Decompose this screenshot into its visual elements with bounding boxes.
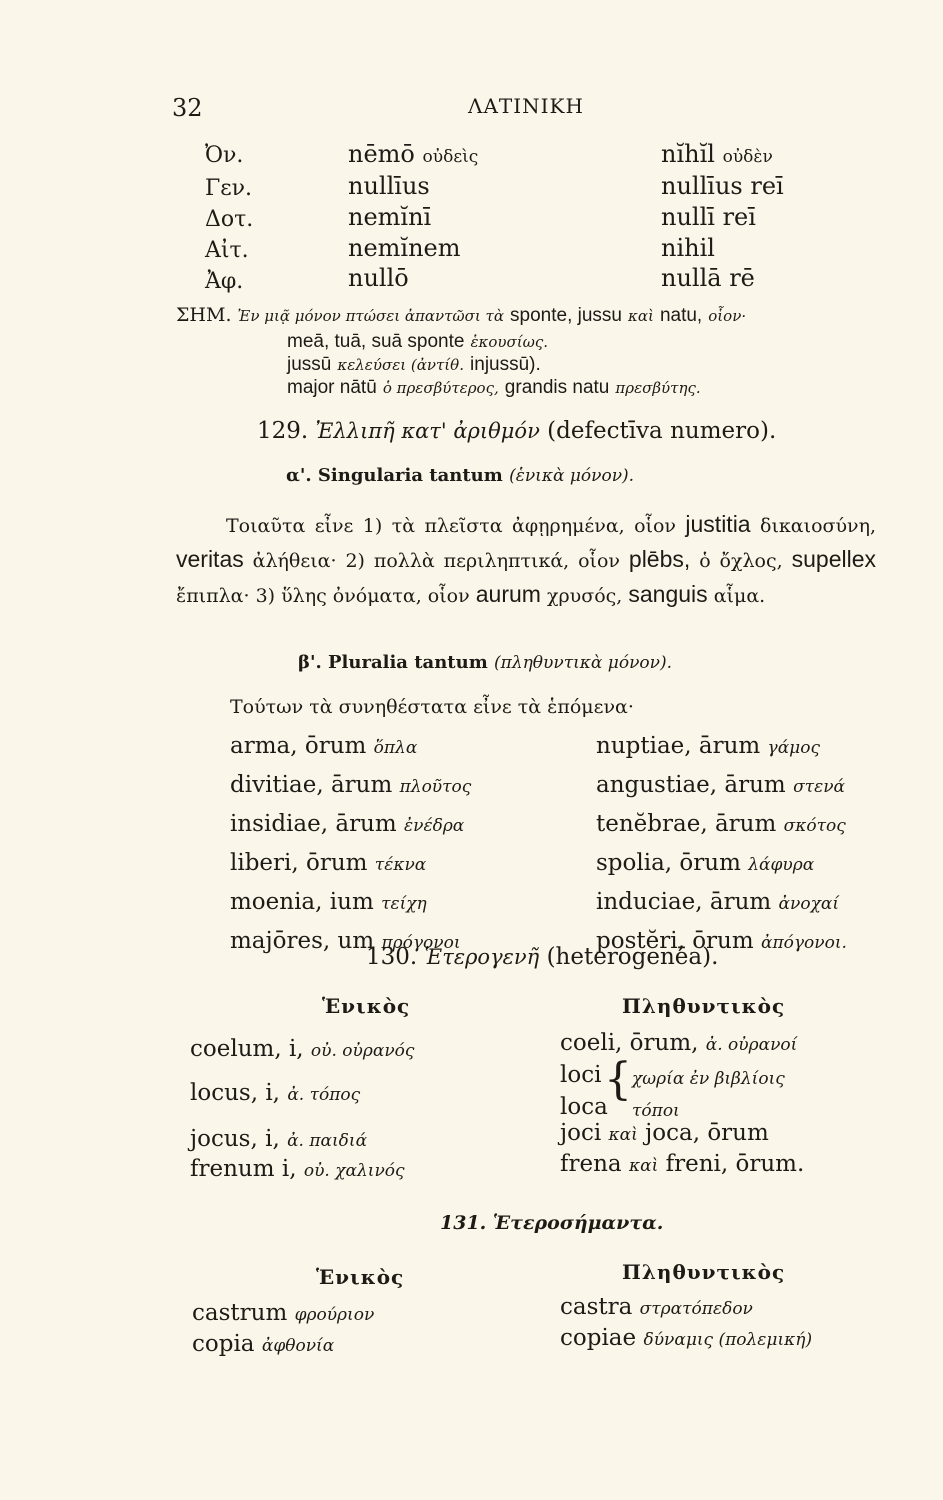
latin-form: nullīus <box>348 172 430 200</box>
note-line: major nātū ὁ πρεσβύτερος, grandis natu πρεσβύτης. <box>287 377 701 398</box>
list-item: induciae, ārum ἀνοχαί <box>596 889 840 915</box>
note-line: ΣΗΜ. Ἐν μιᾷ μόνον πτώσει ἀπαντῶσι τὰ sponte, jussu καὶ natu, οἷον· <box>176 304 747 326</box>
brace-mark: { <box>604 1054 632 1105</box>
latin-form: nemĭnem <box>348 234 461 262</box>
list-item: nuptiae, ārum γάμος <box>596 733 820 759</box>
running-title: ΛΑΤΙΝΙΚΗ <box>468 94 584 118</box>
subsection-heading: β'. Pluralia tantum (πληθυντικὰ μόνον). <box>298 652 673 673</box>
gloss: χωρία ἐν βιβλίοις <box>632 1069 785 1089</box>
word-entry: castra στρατόπεδον <box>560 1294 753 1320</box>
list-item: insidiae, ārum ἐνέδρα <box>230 811 465 837</box>
list-item: postĕri, ōrum ἀπόγονοι. <box>596 928 847 954</box>
list-item: majōres, um πρόγονοι <box>230 928 461 954</box>
word-entry: frenum i, οὐ. χαλινός <box>190 1156 405 1182</box>
list-item: moenia, ium τείχη <box>230 889 427 915</box>
word-entry: loca <box>560 1094 608 1120</box>
subsection-heading: α'. Singularia tantum (ἑνικὰ μόνον). <box>286 465 635 486</box>
latin-form: nullō <box>348 264 409 292</box>
case-label: Δοτ. <box>205 207 254 232</box>
word-entry: copia ἀφθονία <box>192 1331 335 1357</box>
list-item: spolia, ōrum λάφυρα <box>596 850 815 876</box>
list-item: tenĕbrae, ārum σκότος <box>596 811 846 837</box>
word-entry: frena καὶ freni, ōrum. <box>560 1151 805 1177</box>
word-entry: joci καὶ joca, ōrum <box>560 1120 769 1146</box>
gloss: τόποι <box>632 1101 680 1121</box>
word-entry: loci <box>560 1062 602 1088</box>
section-heading: 131. Ἑτεροσήμαντα. <box>440 1212 664 1234</box>
word-entry: locus, i, ἀ. τόπος <box>190 1080 361 1106</box>
word-entry: jocus, i, ἀ. παιδιά <box>190 1126 368 1152</box>
case-label: Αἰτ. <box>205 238 249 263</box>
latin-form: nullīus reī <box>661 172 784 200</box>
list-item: liberi, ōrum τέκνα <box>230 850 427 876</box>
column-heading-plural: Πληθυντικὸς <box>622 1260 786 1284</box>
latin-form: nullā rē <box>661 264 755 292</box>
column-heading-singular: Ἑνικὸς <box>316 1265 405 1289</box>
case-label: Γεν. <box>205 176 253 201</box>
latin-form: nihil <box>661 234 715 262</box>
column-heading-plural: Πληθυντικὸς <box>622 994 786 1018</box>
word-entry: castrum φρούριον <box>192 1300 375 1326</box>
section-heading: 129. Ἐλλιπῆ κατ' ἀριθμόν (defectīva numero). <box>257 418 777 444</box>
latin-form: nullī reī <box>661 203 756 231</box>
word-entry: copiae δύναμις (πολεμική) <box>560 1325 813 1351</box>
pluralia-list-left <box>230 728 471 962</box>
word-entry: coelum, i, οὐ. οὐρανός <box>190 1036 415 1062</box>
pluralia-list-right <box>596 728 847 962</box>
column-heading-singular: Ἑνικὸς <box>322 994 411 1018</box>
section-heading: 130. Ἑτερογενῆ (heterogenēa). <box>366 944 719 970</box>
note-line: jussū κελεύσει (ἀντίθ. injussū). <box>287 354 541 375</box>
page-number: 32 <box>172 94 203 122</box>
list-item: angustiae, ārum στενά <box>596 772 846 798</box>
list-intro: Τούτων τὰ συνηθέστατα εἶνε τὰ ἑπόμενα· <box>230 696 634 718</box>
paragraph: Τοιαῦτα εἶνε 1) τὰ πλεῖστα ἀφῃρημένα, οἷον justitia δικαιοσύνη, veritas ἀλήθεια· 2) πολλὰ περιληπτικά, οἷον plēbs, ὁ ὄχλος, supellex ἔπιπλα· 3) ὕλης ὀνόματα, οἷον aurum χρυσός, sanguis αἷμα. <box>176 511 877 607</box>
list-item: arma, ōrum ὅπλα <box>230 733 418 759</box>
latin-form: nĭhĭl οὐδὲν <box>661 140 773 168</box>
latin-form: nēmō οὐδεὶς <box>348 140 479 168</box>
list-item: divitiae, ārum πλοῦτος <box>230 772 472 798</box>
word-entry: coeli, ōrum, ἀ. οὐρανοί <box>560 1030 798 1056</box>
case-label: Ἀφ. <box>205 269 244 294</box>
note-line: meā, tuā, suā sponte ἑκουσίως. <box>287 331 549 352</box>
latin-form: nemĭnī <box>348 203 432 231</box>
case-label: Ὀν. <box>205 143 244 168</box>
